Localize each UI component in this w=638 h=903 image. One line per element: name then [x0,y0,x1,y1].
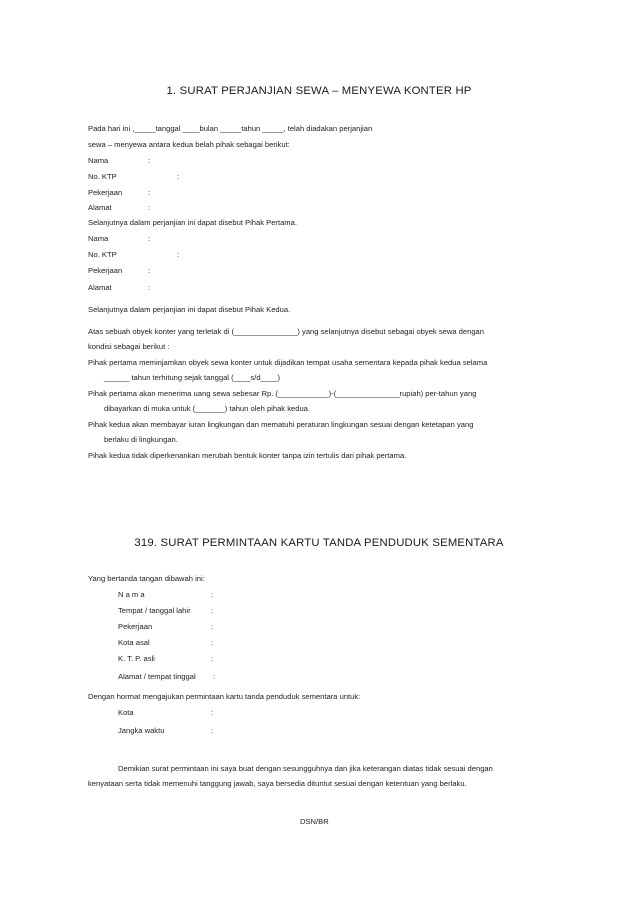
footer-code: DSN/BR [300,817,329,826]
field-origin-colon: : [211,638,214,647]
party2-ktp-label: No. KTP [88,250,117,259]
party2-address-colon: : [148,283,151,292]
request-duration-label: Jangka waktu [118,726,165,735]
closing-line2: kenyataan serta tidak memenuhi tanggung jawab, saya bersedia dituntut sesuai dengan ketentuan yang berlaku. [88,779,467,788]
field-birth-colon: : [211,606,214,615]
party1-ktp-label: No. KTP [88,172,117,181]
party2-name-label: Nama [88,234,109,243]
letter2-intro: Yang bertanda tangan dibawah ini: [88,574,205,583]
field-job-label: Pekerjaan [118,622,153,631]
party1-job-colon: : [148,188,151,197]
party1-name-label: Nama [88,156,109,165]
field-name-colon: : [211,590,214,599]
party1-name-colon: : [148,156,151,165]
party2-job-colon: : [148,266,151,275]
clause4-line1: Pihak kedua tidak diperkenankan merubah bentuk konter tanpa izin tertulis dari pihak pertama. [88,451,407,460]
party1-address-colon: : [148,203,151,212]
field-job-colon: : [211,622,214,631]
field-address-label: Alamat / tempat tinggal [118,672,196,681]
party2-job-label: Pekerjaan [88,266,123,275]
clause2-line2: dibayarkan di muka untuk (_______) tahun oleh pihak kedua. [104,404,311,413]
field-ktp-colon: : [211,654,214,663]
clause2-line1: Pihak pertama akan menerima uang sewa sebesar Rp. (____________)-(_______________rupiah) per-tahun yang [88,389,477,398]
letter2-request: Dengan hormat mengajukan permintaan kartu tanda penduduk sementara untuk: [88,692,361,701]
clause3-line1: Pihak kedua akan membayar iuran lingkungan dan mematuhi peraturan lingkungan sesuai dengan ketetapan yang [88,420,474,429]
party1-ktp-colon: : [177,172,180,181]
field-birth-label: Tempat / tanggal lahir [118,606,191,615]
party2-ktp-colon: : [177,250,180,259]
letter1-title: 1. SURAT PERJANJIAN SEWA – MENYEWA KONTER HP [166,85,472,97]
clause1-line2: ______ tahun terhitung sejak tanggal (____s/d____) [104,373,281,382]
clause3-line2: berlaku di lingkungan. [104,435,178,444]
object-line2: kondisi sebagai berikut : [88,342,170,351]
closing-line1: Demikian surat permintaan ini saya buat dengan sesungguhnya dan jika keterangan diatas tidak sesuai dengan [118,764,493,773]
party1-note: Selanjutnya dalam perjanjian ini dapat disebut Pihak Pertama. [88,218,297,227]
letter1-intro-line1: Pada hari ini ,_____tanggal ____bulan _____tahun _____, telah diadakan perjanjian [88,124,373,133]
field-origin-label: Kota asal [118,638,150,647]
request-city-colon: : [211,708,214,717]
request-duration-colon: : [211,726,214,735]
letter1-intro-line2: sewa – menyewa antara kedua belah pihak sebagai berikut: [88,140,290,149]
party2-name-colon: : [148,234,151,243]
field-name-label: N a m a [118,590,145,599]
party1-address-label: Alamat [88,203,112,212]
object-line1: Atas sebuah obyek konter yang terletak di (_______________) yang selanjutnya disebut sebagai obyek sewa dengan [88,327,485,336]
letter2-title: 319. SURAT PERMINTAAN KARTU TANDA PENDUDUK SEMENTARA [134,537,504,549]
party1-job-label: Pekerjaan [88,188,123,197]
field-ktp-label: K. T. P. asli [118,654,155,663]
clause1-line1: Pihak pertama meminjamkan obyek sewa konter untuk dijadikan tempat usaha sementara kepada pihak kedua selama [88,358,488,367]
party2-note: Selanjutnya dalam perjanjian ini dapat disebut Pihak Kedua. [88,305,291,314]
field-address-colon: : [213,672,216,681]
party2-address-label: Alamat [88,283,112,292]
request-city-label: Kota [118,708,134,717]
